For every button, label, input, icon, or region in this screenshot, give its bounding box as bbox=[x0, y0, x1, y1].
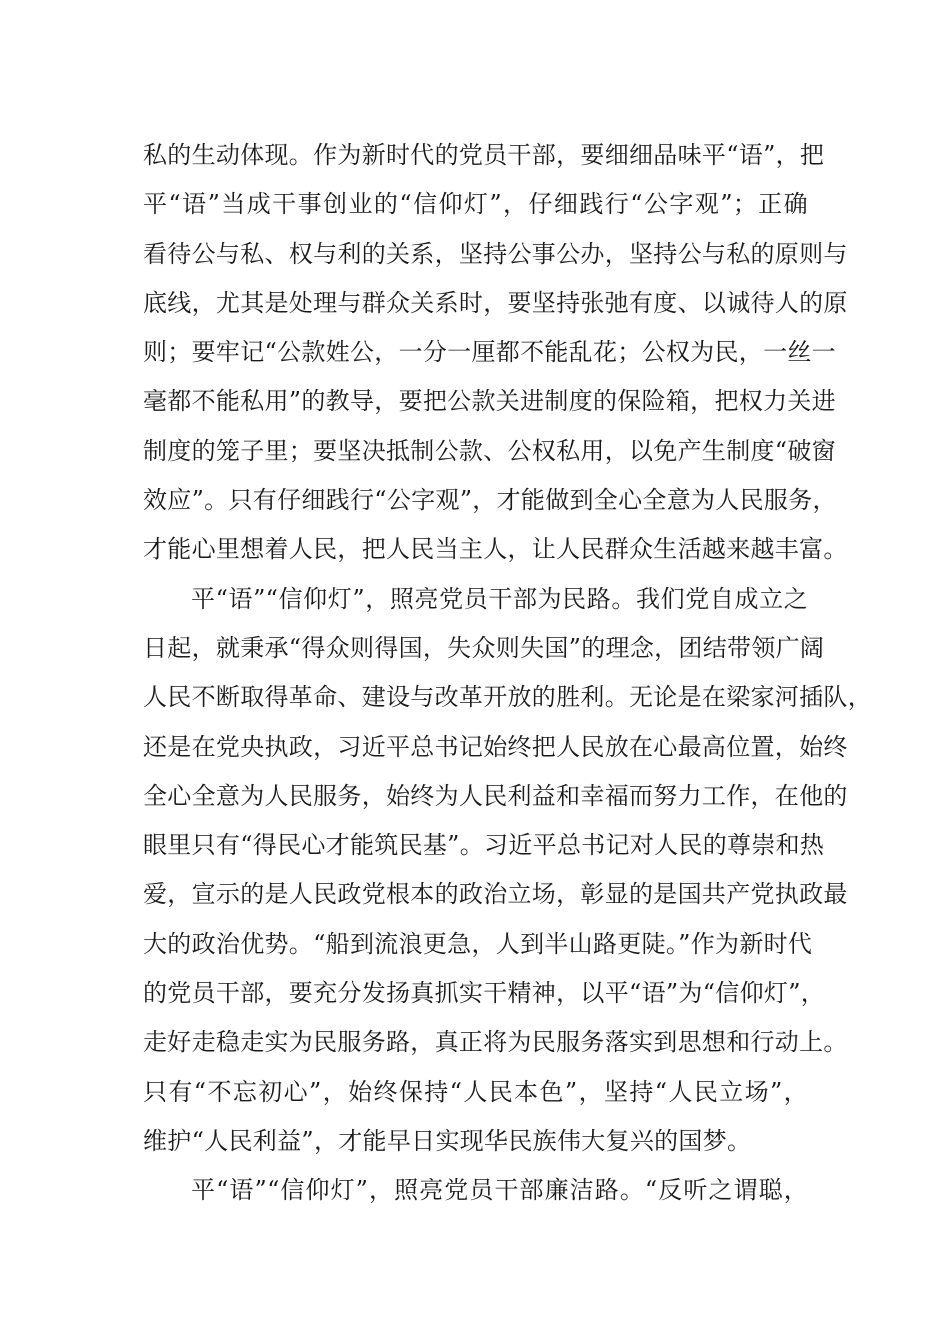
text-line: 还是在党央执政，习近平总书记始终把人民放在心最高位置，始终 bbox=[143, 732, 848, 761]
text-line: 只有“不忘初心”，始终保持“人民本色”，坚持“人民立场”， bbox=[143, 1077, 808, 1106]
text-line: 爱，宣示的是人民政党根本的政治立场，彰显的是国共产党执政最 bbox=[143, 880, 848, 909]
text-line: 日起，就秉承“得众则得国，失众则失国”的理念，团结带领广阔 bbox=[143, 633, 825, 662]
text-line: 大的政治优势。“船到流浪更急，人到半山路更陡。”作为新时代 bbox=[143, 929, 813, 958]
text-line: 全心全意为人民服务，始终为人民利益和幸福而努力工作，在他的 bbox=[143, 781, 848, 810]
text-line: 人民不断取得革命、建设与改革开放的胜利。无论是在梁家河插队， bbox=[143, 683, 872, 712]
text-line: 效应”。只有仔细践行“公字观”，才能做到全心全意为人民服务， bbox=[143, 486, 837, 515]
text-line: 平“语”“信仰灯”，照亮党员干部廉洁路。“反听之谓聪， bbox=[191, 1176, 808, 1205]
text-line: 走好走稳走实为民服务路，真正将为民服务落实到思想和行动上。 bbox=[143, 1028, 848, 1057]
text-line: 制度的笼子里；要坚决抵制公款、公权私用，以免产生制度“破窗 bbox=[143, 436, 836, 465]
text-line: 维护“人民利益”，才能早日实现华民族伟大复兴的国梦。 bbox=[143, 1126, 752, 1155]
text-line: 的党员干部，要充分发扬真抓实干精神，以平“语”为“信仰灯”， bbox=[143, 979, 826, 1008]
text-line: 则；要牢记“公款姓公，一分一厘都不能乱花；公权为民，一丝一 bbox=[143, 338, 836, 367]
text-line: 毫都不能私用”的教导，要把公款关进制度的保险箱，把权力关进 bbox=[143, 387, 836, 416]
text-line: 才能心里想着人民，把人民当主人，让人民群众生活越来越丰富。 bbox=[143, 535, 848, 564]
body-text bbox=[143, 131, 872, 1216]
text-line: 眼里只有“得民心才能筑民基”。习近平总书记对人民的尊崇和热 bbox=[143, 831, 825, 860]
text-line: 看待公与私、权与利的关系，坚持公事公办，坚持公与私的原则与 bbox=[143, 239, 848, 268]
text-line: 平“语”当成干事创业的“信仰灯”，仔细践行“公字观”；正确 bbox=[143, 190, 808, 219]
text-line: 底线，尤其是处理与群众关系时，要坚持张弛有度、以诚待人的原 bbox=[143, 288, 848, 317]
text-line: 平“语”“信仰灯”，照亮党员干部为民路。我们党自成立之 bbox=[191, 584, 808, 613]
text-line: 私的生动体现。作为新时代的党员干部，要细细品味平“语”，把 bbox=[143, 141, 825, 169]
